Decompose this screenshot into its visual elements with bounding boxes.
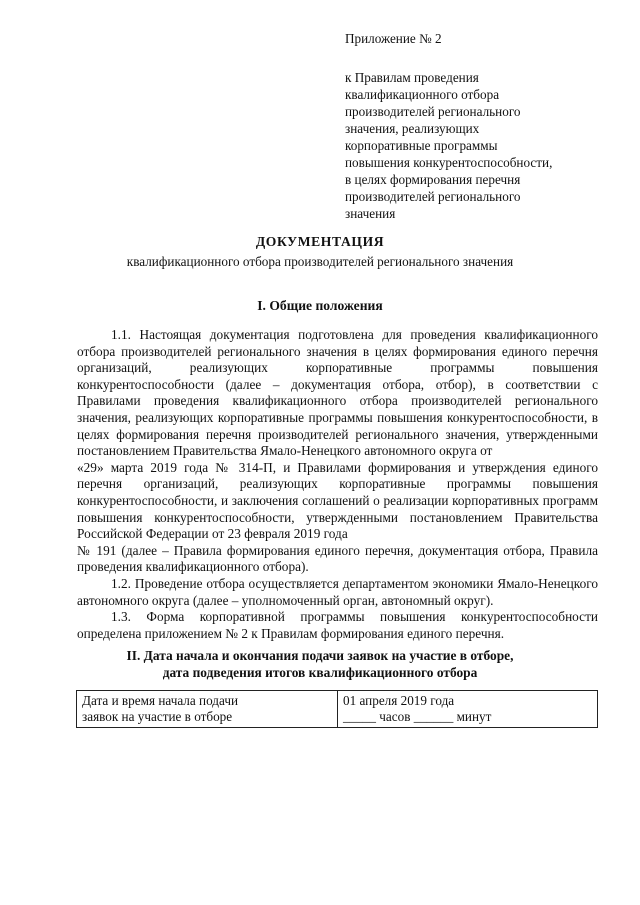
document-subtitle: квалификационного отбора производителей регионального значения (126, 254, 514, 269)
section-2-heading: II. Дата начала и окончания подачи заявок на участие в отборе, дата подведения итогов квалификационного отбора (126, 648, 514, 680)
section-1-heading: I. Общие положения (257, 298, 383, 313)
document-title: ДОКУМЕНТАЦИЯ (255, 234, 385, 249)
table-row (77, 691, 598, 728)
appendix-number: Приложение № 2 (345, 31, 442, 46)
paragraph-1-1: 1.1. Настоящая документация подготовлена для проведения квалификационного отбора производителей регионального значения в целях формирования единого перечня организаций, реализующих корпоративные программы повышения конкурентоспособности (далее – документация отбора, отбор), в соответствии с Правилами проведения квалификационного отбора производителей регионального значения, реализующих корпоративные программы повышения конкурентоспособности, в целях формирования перечня производителей регионального значения, утвержденными постановлением Правительства Ямало-Ненецкого автономного округа от «29» марта 2019 года № 314-П, и Правилами формирования и утверждения единого перечня организаций, реализующих корпоративные программы повышения конкурентоспособности, и заключения соглашений о реализации корпоративных программ повышения конкурентоспособности, утвержденными постановлением Правительства Российской Федерации от 23 февраля 2019 года № 191 (далее – Правила формирования единого перечня, документация отбора, Правила проведения квалификационного отбора). (77, 327, 598, 575)
appendix-block (345, 30, 605, 222)
paragraph-1-2: 1.2. Проведение отбора осуществляется департаментом экономики Ямало-Ненецкого автономного округа (далее – уполномоченный орган, автономный округ). (77, 575, 598, 608)
table-cell-value: 01 апреля 2019 года _____ часов ______ минут (338, 691, 598, 728)
appendix-text: к Правилам проведения квалификационного отбора производителей регионального значения, реализующих корпоративные программы повышения конкурентоспособности, в целях формирования перечня производителей регионального значения (345, 70, 553, 221)
paragraph-1-3: 1.3. Форма корпоративной программы повышения конкурентоспособности определена приложением № 2 к Правилам формирования единого перечня. (77, 609, 598, 641)
table-cell-label: Дата и время начала подачи заявок на участие в отборе (77, 691, 338, 728)
section-1-body (77, 327, 598, 642)
dates-table (76, 690, 598, 728)
